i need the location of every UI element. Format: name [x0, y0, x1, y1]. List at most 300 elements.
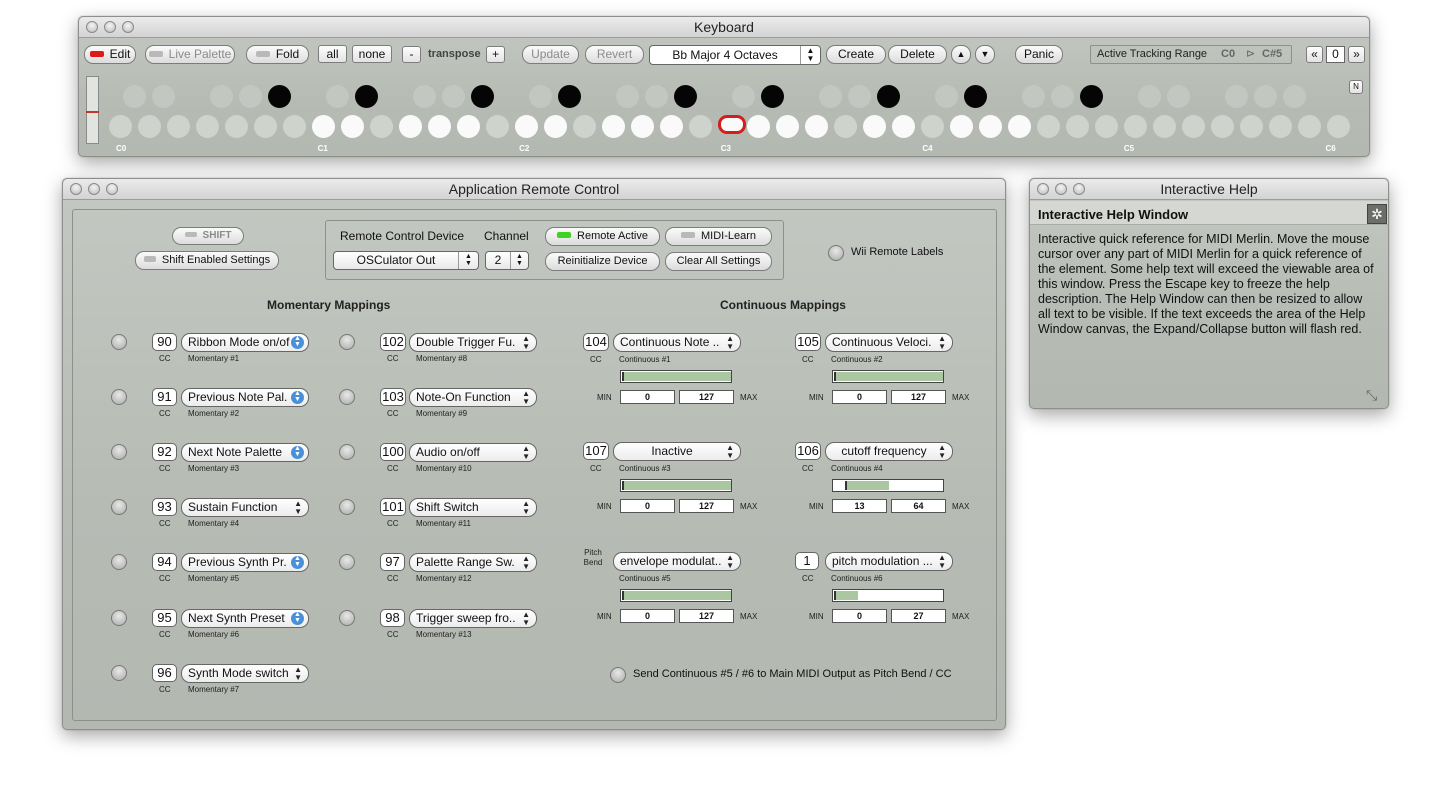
cc-number-field[interactable]: 96	[152, 664, 177, 682]
range-arrow-icon: ⊳	[1246, 48, 1256, 60]
white-key[interactable]	[283, 115, 306, 138]
black-key[interactable]	[848, 85, 871, 108]
function-value: Synth Mode switch	[188, 666, 289, 680]
cc-label: CC	[159, 409, 171, 418]
continuous-label: Continuous #3	[619, 464, 671, 473]
function-value: Double Trigger Fu.	[416, 335, 516, 349]
channel-select[interactable]	[485, 251, 529, 270]
window-controls	[86, 21, 134, 33]
range-min-handle[interactable]	[834, 372, 836, 381]
range-min-handle[interactable]	[834, 591, 836, 600]
black-key[interactable]	[674, 85, 697, 108]
momentary-enable-radio[interactable]	[339, 444, 355, 460]
black-key[interactable]	[1022, 85, 1045, 108]
create-button[interactable]: Create	[826, 45, 886, 64]
stepper-icon: ▲ ▼	[291, 446, 304, 459]
min-value-field[interactable]: 0	[832, 390, 887, 404]
cc-number-field[interactable]: 1	[795, 552, 819, 570]
cc-label: CC	[159, 685, 171, 694]
max-label: MAX	[740, 393, 758, 402]
source-type-label: CC	[802, 574, 814, 583]
white-key[interactable]	[776, 115, 799, 138]
max-label: MAX	[952, 612, 970, 621]
zoom-icon[interactable]	[106, 183, 118, 195]
range-min-handle[interactable]	[622, 481, 624, 490]
black-key[interactable]	[326, 85, 349, 108]
function-select[interactable]	[409, 498, 537, 517]
momentary-label: Momentary #3	[188, 464, 240, 473]
reinitialize-device-button[interactable]: Reinitialize Device	[545, 252, 660, 271]
black-key[interactable]	[732, 85, 755, 108]
function-value: Note-On Function	[416, 390, 511, 404]
function-select[interactable]	[181, 443, 309, 462]
black-key[interactable]	[761, 85, 784, 108]
black-key[interactable]	[1080, 85, 1103, 108]
cc-number-field[interactable]: 90	[152, 333, 177, 351]
stepper-icon: ▲ ▼	[726, 334, 734, 351]
range-min-handle[interactable]	[622, 372, 624, 381]
cc-number-field[interactable]: 92	[152, 443, 177, 461]
white-key[interactable]	[167, 115, 190, 138]
help-titlebar[interactable]	[1030, 179, 1388, 200]
white-key[interactable]	[254, 115, 277, 138]
cc-number-field[interactable]: 104	[583, 333, 609, 351]
black-key[interactable]	[355, 85, 378, 108]
range-slider[interactable]	[832, 479, 944, 492]
momentary-enable-radio[interactable]	[111, 334, 127, 350]
octave-label: C4	[922, 144, 933, 153]
n-button[interactable]: N	[1349, 80, 1363, 94]
stepper-icon: ▲ ▼	[726, 443, 734, 460]
max-value-field[interactable]: 27	[891, 609, 946, 623]
black-key[interactable]	[1051, 85, 1074, 108]
min-value-field[interactable]: 0	[620, 390, 675, 404]
black-key[interactable]	[413, 85, 436, 108]
momentary-label: Momentary #2	[188, 409, 240, 418]
black-key[interactable]	[1225, 85, 1248, 108]
remote-active-led-icon	[557, 232, 571, 238]
white-key[interactable]	[689, 115, 712, 138]
stepper-icon: ▲ ▼	[938, 553, 946, 570]
wii-labels-label: Wii Remote Labels	[851, 246, 944, 258]
function-select[interactable]	[409, 333, 537, 352]
black-key[interactable]	[616, 85, 639, 108]
momentary-enable-radio[interactable]	[339, 389, 355, 405]
octave-label: C3	[720, 144, 731, 153]
stepper-icon: ▲ ▼	[522, 499, 530, 516]
stepper-icon: ▲ ▼	[522, 389, 530, 406]
shift-enabled-label: Shift Enabled Settings	[161, 254, 271, 266]
wii-labels-radio[interactable]	[828, 245, 844, 261]
max-value-field[interactable]: 127	[679, 499, 734, 513]
momentary-label: Momentary #12	[416, 574, 472, 583]
function-select[interactable]	[181, 609, 309, 628]
stepper-icon: ▲ ▼	[522, 610, 530, 627]
white-key[interactable]	[544, 115, 567, 138]
function-select[interactable]	[181, 388, 309, 407]
device-value: OSCulator Out	[356, 253, 436, 267]
white-key[interactable]	[341, 115, 364, 138]
black-key[interactable]	[1254, 85, 1277, 108]
all-button[interactable]: all	[318, 45, 347, 63]
white-key[interactable]	[109, 115, 132, 138]
keyboard-titlebar[interactable]	[79, 17, 1369, 38]
momentary-label: Momentary #7	[188, 685, 240, 694]
white-key[interactable]	[312, 115, 335, 138]
octave-next-button[interactable]: »	[1348, 46, 1365, 63]
range-slider[interactable]	[832, 370, 944, 383]
source-type-label: Pitch Bend	[583, 548, 603, 567]
max-value-field[interactable]: 127	[891, 390, 946, 404]
shift-enabled-led-icon	[144, 256, 156, 262]
octave-label: C5	[1123, 144, 1135, 153]
range-slider[interactable]	[832, 589, 944, 602]
momentary-enable-radio[interactable]	[111, 610, 127, 626]
fold-led-icon	[256, 51, 270, 57]
live-palette-led-icon	[149, 51, 163, 57]
source-type-label: CC	[590, 464, 602, 473]
send-continuous-label: Send Continuous #5 / #6 to Main MIDI Output as Pitch Bend / CC	[633, 668, 952, 680]
momentary-label: Momentary #9	[416, 409, 468, 418]
remote-titlebar[interactable]	[63, 179, 1005, 200]
max-value-field[interactable]: 64	[891, 499, 946, 513]
momentary-label: Momentary #11	[416, 519, 471, 528]
octave-label: C2	[519, 144, 530, 153]
remote-active-label: Remote Active	[577, 230, 648, 242]
stepper-icon: ▲ ▼	[294, 665, 302, 682]
stepper-icon: ▲ ▼	[800, 46, 820, 64]
octave-label: C1	[317, 144, 328, 153]
white-key[interactable]	[1298, 115, 1321, 138]
continuous-label: Continuous #4	[831, 464, 883, 473]
black-key[interactable]	[239, 85, 262, 108]
momentary-label: Momentary #5	[188, 574, 240, 583]
midi-learn-button[interactable]	[665, 227, 772, 246]
black-key[interactable]	[442, 85, 465, 108]
channel-value: 2	[494, 253, 502, 267]
zoom-icon[interactable]	[122, 21, 134, 33]
white-key[interactable]	[1037, 115, 1060, 138]
black-key[interactable]	[935, 85, 958, 108]
white-key[interactable]	[138, 115, 161, 138]
min-label: MIN	[597, 612, 612, 621]
range-high[interactable]: C#5	[1262, 48, 1283, 60]
white-key[interactable]	[225, 115, 248, 138]
function-select[interactable]	[613, 333, 741, 352]
black-key[interactable]	[471, 85, 494, 108]
function-select[interactable]	[825, 552, 953, 571]
momentary-enable-radio[interactable]	[339, 610, 355, 626]
black-key[interactable]	[210, 85, 233, 108]
range-fill	[623, 591, 731, 600]
cc-number-field[interactable]: 100	[380, 443, 406, 461]
window-controls	[70, 183, 118, 195]
cc-label: CC	[387, 519, 399, 528]
shift-label: SHIFT	[202, 230, 232, 241]
cc-label: CC	[159, 574, 171, 583]
cc-number-field[interactable]: 105	[795, 333, 821, 351]
continuous-label: Continuous #5	[619, 574, 671, 583]
white-key[interactable]	[834, 115, 857, 138]
momentary-enable-radio[interactable]	[111, 389, 127, 405]
midi-learn-label: MIDI-Learn	[700, 230, 757, 242]
white-key[interactable]	[370, 115, 393, 138]
window-controls	[1037, 183, 1085, 195]
min-value-field[interactable]: 13	[832, 499, 887, 513]
white-key[interactable]	[805, 115, 828, 138]
close-icon[interactable]	[70, 183, 82, 195]
transpose-label: transpose	[428, 48, 481, 60]
minimize-icon[interactable]	[104, 21, 116, 33]
momentary-enable-radio[interactable]	[111, 499, 127, 515]
range-min-handle[interactable]	[622, 591, 624, 600]
white-key[interactable]	[921, 115, 944, 138]
transpose-up-button[interactable]: +	[486, 46, 505, 63]
stepper-icon: ▲ ▼	[522, 554, 530, 571]
black-key[interactable]	[123, 85, 146, 108]
edit-button[interactable]	[84, 45, 136, 64]
continuous-label: Continuous #2	[831, 355, 883, 364]
black-key[interactable]	[1138, 85, 1161, 108]
function-select[interactable]	[409, 443, 537, 462]
function-value: Continuous Veloci.	[832, 335, 932, 349]
stepper-icon: ▲ ▼	[938, 443, 946, 460]
white-key[interactable]	[950, 115, 973, 138]
cc-number-field[interactable]: 101	[380, 498, 406, 516]
white-key[interactable]	[660, 115, 683, 138]
move-up-icon[interactable]: ▲	[951, 45, 971, 64]
function-value: pitch modulation ...	[832, 554, 933, 568]
delete-button[interactable]: Delete	[888, 45, 947, 64]
max-label: MAX	[740, 502, 758, 511]
panic-button[interactable]: Panic	[1015, 45, 1063, 64]
momentary-enable-radio[interactable]	[111, 444, 127, 460]
cc-label: CC	[387, 354, 399, 363]
range-fill	[846, 481, 889, 490]
black-key[interactable]	[152, 85, 175, 108]
momentary-label: Momentary #13	[416, 630, 472, 639]
function-value: Next Synth Preset	[188, 611, 285, 625]
min-value-field[interactable]: 0	[832, 609, 887, 623]
source-type-label: CC	[590, 355, 602, 364]
source-type-label: CC	[802, 355, 814, 364]
white-key[interactable]	[428, 115, 451, 138]
revert-button[interactable]: Revert	[585, 45, 644, 64]
octave-value[interactable]: 0	[1326, 46, 1345, 63]
minimize-icon[interactable]	[1055, 183, 1067, 195]
function-value: Trigger sweep fro..	[416, 611, 516, 625]
function-select[interactable]	[613, 442, 741, 461]
white-key[interactable]	[457, 115, 480, 138]
black-key[interactable]	[819, 85, 842, 108]
function-select[interactable]	[409, 553, 537, 572]
range-fill	[623, 372, 731, 381]
function-select[interactable]	[181, 664, 309, 683]
cc-number-field[interactable]: 94	[152, 553, 177, 571]
function-select[interactable]	[613, 552, 741, 571]
black-key[interactable]	[645, 85, 668, 108]
range-fill	[623, 481, 731, 490]
function-select[interactable]	[181, 333, 309, 352]
octave-label: C6	[1325, 144, 1336, 153]
cc-number-field[interactable]: 93	[152, 498, 177, 516]
velocity-level	[86, 111, 99, 113]
momentary-label: Momentary #10	[416, 464, 472, 473]
function-select[interactable]	[409, 388, 537, 407]
white-key[interactable]	[1327, 115, 1350, 138]
white-key[interactable]	[573, 115, 596, 138]
range-low[interactable]: C0	[1221, 48, 1236, 60]
momentary-enable-radio[interactable]	[339, 554, 355, 570]
white-key[interactable]	[196, 115, 219, 138]
range-slider[interactable]	[620, 370, 732, 383]
range-fill	[835, 591, 858, 600]
momentary-enable-radio[interactable]	[339, 499, 355, 515]
cc-label: CC	[159, 354, 171, 363]
tracking-range-box	[1090, 45, 1292, 64]
minimize-icon[interactable]	[88, 183, 100, 195]
send-continuous-radio[interactable]	[610, 667, 626, 683]
white-key[interactable]	[1008, 115, 1031, 138]
momentary-enable-radio[interactable]	[339, 334, 355, 350]
momentary-enable-radio[interactable]	[111, 554, 127, 570]
white-key[interactable]	[747, 115, 770, 138]
none-button[interactable]: none	[352, 45, 392, 63]
stepper-icon: ▲ ▼	[726, 553, 734, 570]
white-key[interactable]	[515, 115, 538, 138]
momentary-enable-radio[interactable]	[111, 665, 127, 681]
min-label: MIN	[597, 393, 612, 402]
stepper-icon: ▲ ▼	[522, 334, 530, 351]
device-select[interactable]	[333, 251, 479, 270]
min-label: MIN	[809, 502, 824, 511]
min-label: MIN	[809, 612, 824, 621]
function-value: Palette Range Sw.	[416, 555, 515, 569]
range-slider[interactable]	[620, 589, 732, 602]
cc-number-field[interactable]: 95	[152, 609, 177, 627]
max-value-field[interactable]: 127	[679, 390, 734, 404]
cc-number-field[interactable]: 107	[583, 442, 609, 460]
move-down-icon[interactable]: ▼	[975, 45, 995, 64]
white-key[interactable]	[1153, 115, 1176, 138]
fold-button[interactable]	[246, 45, 309, 64]
function-value: cutoff frequency	[841, 444, 927, 458]
clear-all-settings-button[interactable]: Clear All Settings	[665, 252, 772, 271]
black-key[interactable]	[1283, 85, 1306, 108]
close-icon[interactable]	[86, 21, 98, 33]
octave-label: C0	[116, 144, 127, 153]
range-fill	[835, 372, 943, 381]
function-value: Ribbon Mode on/of	[188, 335, 290, 349]
cc-number-field[interactable]: 103	[380, 388, 406, 406]
cc-label: CC	[387, 464, 399, 473]
white-key[interactable]	[399, 115, 422, 138]
max-label: MAX	[952, 502, 970, 511]
max-label: MAX	[952, 393, 970, 402]
live-palette-button[interactable]	[145, 45, 235, 64]
close-icon[interactable]	[1037, 183, 1049, 195]
shift-enabled-settings-button[interactable]	[135, 251, 279, 270]
midi-learn-led-icon	[681, 232, 695, 238]
black-key[interactable]	[964, 85, 987, 108]
white-key[interactable]	[602, 115, 625, 138]
max-value-field[interactable]: 127	[679, 609, 734, 623]
white-key[interactable]	[1066, 115, 1089, 138]
cc-number-field[interactable]: 91	[152, 388, 177, 406]
help-body: Interactive quick reference for MIDI Merlin. Move the mouse cursor over any part of MIDI Merlin for a quick reference of the element. Some help text will exceed the viewable area of this window. Press the Escape key to freeze the help description. The Help Window can then be resized to allow all text to be visible. If the text exceeds the area of the Help Window canvas, the Expand/Collapse button will flash red.	[1038, 232, 1374, 336]
cc-number-field[interactable]: 98	[380, 609, 405, 627]
min-label: MIN	[809, 393, 824, 402]
stepper-icon: ▲ ▼	[294, 499, 302, 516]
range-slider[interactable]	[620, 479, 732, 492]
keyboard-window	[78, 16, 1370, 157]
stepper-icon: ▲ ▼	[291, 336, 304, 349]
function-select[interactable]	[825, 442, 953, 461]
fold-label: Fold	[275, 47, 300, 61]
function-select[interactable]	[825, 333, 953, 352]
zoom-icon[interactable]	[1073, 183, 1085, 195]
white-key[interactable]	[1124, 115, 1147, 138]
white-key[interactable]	[979, 115, 1002, 138]
remote-active-button[interactable]	[545, 227, 660, 246]
preset-select[interactable]	[649, 45, 821, 65]
momentary-label: Momentary #8	[416, 354, 468, 363]
function-select[interactable]	[181, 498, 309, 517]
stepper-icon: ▲ ▼	[291, 391, 304, 404]
white-key[interactable]	[1095, 115, 1118, 138]
min-value-field[interactable]: 0	[620, 609, 675, 623]
black-key[interactable]	[529, 85, 552, 108]
min-value-field[interactable]: 0	[620, 499, 675, 513]
continuous-label: Continuous #1	[619, 355, 671, 364]
black-key[interactable]	[558, 85, 581, 108]
black-key[interactable]	[877, 85, 900, 108]
stepper-icon: ▲ ▼	[291, 556, 304, 569]
help-title: Interactive Help	[1160, 181, 1258, 197]
freeze-icon[interactable]: ✲	[1367, 204, 1387, 224]
shift-button[interactable]	[172, 227, 244, 245]
function-value: Continuous Note ..	[620, 335, 720, 349]
channel-label: Channel	[484, 229, 529, 243]
cc-number-field[interactable]: 97	[380, 553, 405, 571]
white-key[interactable]	[1211, 115, 1234, 138]
black-key[interactable]	[1167, 85, 1190, 108]
white-key[interactable]	[1240, 115, 1263, 138]
white-key[interactable]	[1182, 115, 1205, 138]
function-select[interactable]	[181, 553, 309, 572]
white-key[interactable]	[718, 115, 746, 134]
max-label: MAX	[740, 612, 758, 621]
range-min-handle[interactable]	[845, 481, 847, 490]
white-key[interactable]	[631, 115, 654, 138]
expand-collapse-icon[interactable]: ⤡	[1366, 387, 1378, 403]
update-button[interactable]: Update	[522, 45, 579, 64]
octave-prev-button[interactable]: «	[1306, 46, 1323, 63]
function-select[interactable]	[409, 609, 537, 628]
function-value: Sustain Function	[188, 500, 278, 514]
white-key[interactable]	[486, 115, 509, 138]
white-key[interactable]	[863, 115, 886, 138]
function-value: Inactive	[651, 444, 693, 458]
cc-number-field[interactable]: 102	[380, 333, 406, 351]
function-value: Audio on/off	[416, 445, 480, 459]
transpose-down-button[interactable]: -	[402, 46, 421, 63]
cc-label: CC	[159, 464, 171, 473]
black-key[interactable]	[268, 85, 291, 108]
white-key[interactable]	[1269, 115, 1292, 138]
white-key[interactable]	[892, 115, 915, 138]
cc-number-field[interactable]: 106	[795, 442, 821, 460]
